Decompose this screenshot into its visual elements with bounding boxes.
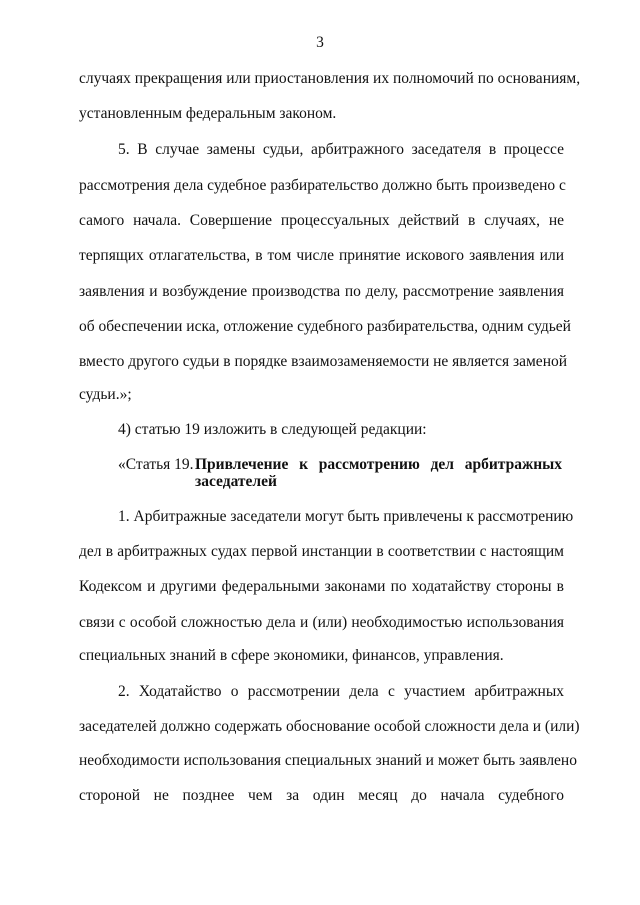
article-label: «Статья 19.: [118, 456, 194, 473]
paragraph-amendment-4: 4) статью 19 изложить в следующей редакции:: [118, 421, 427, 438]
text-line: дел в арбитражных судах первой инстанции в соответствии с настоящим: [79, 543, 564, 560]
text-line: вместо другого судьи в порядке взаимозаменяемости не является заменой: [79, 353, 568, 370]
text-line: связи с особой сложностью дела и (или) необходимостью использования: [79, 614, 564, 631]
text-line: установленным федеральным законом.: [79, 105, 337, 122]
text-line: случаях прекращения или приостановления их полномочий по основаниям,: [79, 70, 581, 87]
text-line: рассмотрения дела судебное разбирательство должно быть произведено с: [79, 177, 566, 194]
text-line: Кодексом и другими федеральными законами по ходатайству стороны в: [79, 578, 564, 595]
text-line: об обеспечении иска, отложение судебного разбирательства, одним судьей: [79, 318, 571, 335]
article-title-line: Привлечение к рассмотрению дел арбитражных: [195, 456, 562, 473]
text-line: самого начала. Совершение процессуальных действий в случаях, не: [79, 212, 564, 229]
text-line: заседателей должно содержать обоснование особой сложности дела и (или): [79, 718, 580, 735]
page-number: 3: [316, 34, 324, 51]
text-line: 2. Ходатайство о рассмотрении дела с участием арбитражных: [118, 683, 564, 700]
text-line: судьи.»;: [79, 386, 132, 403]
text-line: терпящих отлагательства, в том числе принятие искового заявления или: [79, 247, 564, 264]
text-line: необходимости использования специальных знаний и может быть заявлено: [79, 752, 577, 769]
text-line: стороной не позднее чем за один месяц до начала судебного: [79, 787, 564, 804]
text-line: 1. Арбитражные заседатели могут быть привлечены к рассмотрению: [118, 508, 574, 525]
article-title-line: заседателей: [195, 473, 277, 490]
text-line: 5. В случае замены судьи, арбитражного заседателя в процессе: [118, 141, 564, 158]
text-line: специальных знаний в сфере экономики, финансов, управления.: [79, 647, 504, 664]
text-line: заявления и возбуждение производства по делу, рассмотрение заявления: [79, 283, 564, 300]
